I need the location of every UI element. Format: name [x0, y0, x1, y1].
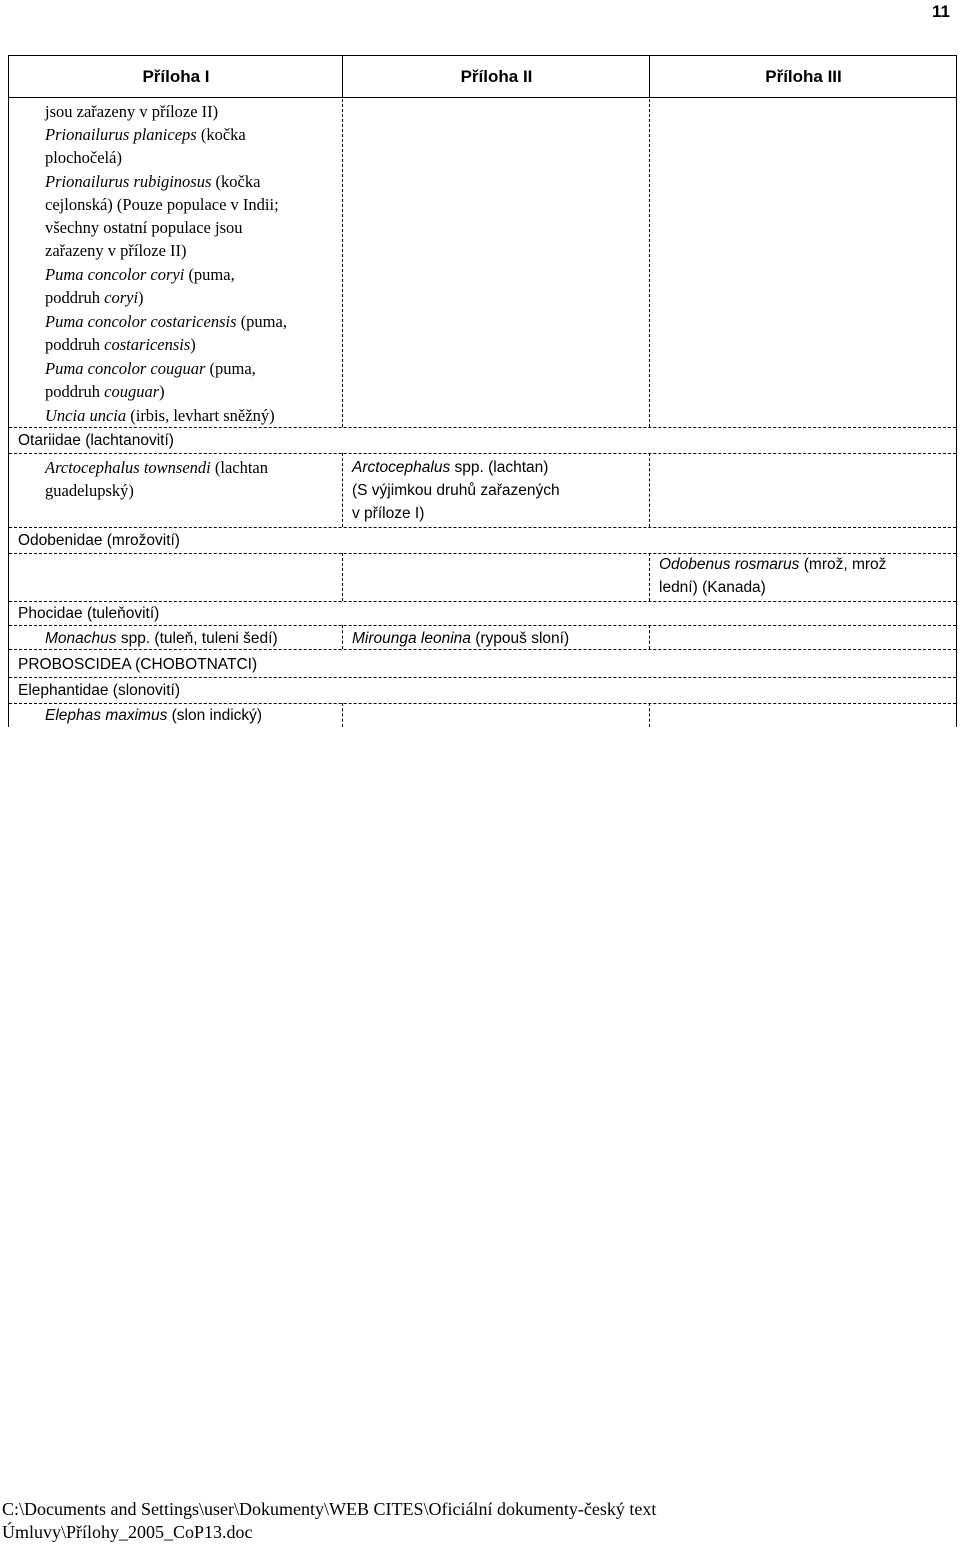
- col-divider-1-seg1: [342, 99, 343, 427]
- table-header: [8, 55, 957, 98]
- species-entry: [45, 456, 268, 480]
- species-entry: [352, 456, 548, 480]
- footer-line-1: C:\Documents and Settings\user\Dokumenty\WEB CITES\Oficiální dokumenty-český text: [2, 1499, 657, 1519]
- species-note: (puma,: [205, 359, 256, 378]
- table-right-border: [956, 55, 957, 727]
- species-note: (mrož, mrož: [799, 556, 887, 573]
- document-path-footer: [2, 1498, 656, 1544]
- species-entry: [45, 123, 246, 147]
- entry-text: ): [159, 382, 165, 401]
- table-left-border: [8, 55, 9, 727]
- col-divider-2-seg2: [649, 453, 650, 527]
- family-heading: Elephantidae (slonovití): [18, 682, 180, 699]
- species-name: Prionailurus rubiginosus: [45, 172, 212, 191]
- species-note: (slon indický): [167, 707, 263, 724]
- species-name: Puma concolor coryi: [45, 265, 185, 284]
- species-note: (lachtan: [210, 458, 269, 477]
- species-entry: [45, 627, 278, 651]
- entry-text: poddruh: [45, 382, 105, 401]
- order-heading: PROBOSCIDEA (CHOBOTNATCI): [18, 656, 258, 673]
- species-entry: [45, 357, 256, 381]
- entry-line: (S výjimkou druhů zařazených: [352, 482, 560, 499]
- species-entry: [659, 553, 886, 577]
- family-heading: Odobenidae (mrožovití): [18, 532, 180, 549]
- species-note: (rypouš sloní): [470, 630, 570, 647]
- entry-line: guadelupský): [45, 481, 134, 500]
- col-divider-2-seg4: [649, 625, 650, 649]
- row-divider-elephantidae-top: [9, 677, 956, 678]
- species-name: Arctocephalus: [352, 459, 451, 476]
- page-number: 11: [932, 2, 950, 21]
- species-name: Elephas maximus: [45, 707, 168, 724]
- entry-line: zařazeny v příloze II): [45, 241, 187, 260]
- species-name: Arctocephalus townsendi: [45, 458, 211, 477]
- entry-line: [45, 380, 165, 404]
- species-entry: [45, 404, 275, 428]
- col-divider-1-seg5: [342, 703, 343, 727]
- entry-line: [45, 286, 144, 310]
- species-name: Puma concolor couguar: [45, 359, 206, 378]
- header-appendix-2: Příloha II: [460, 67, 533, 86]
- entry-line: všechny ostatní populace jsou: [45, 218, 243, 237]
- col-divider-1-seg3: [342, 553, 343, 601]
- row-divider-odobenidae-top: [9, 527, 956, 528]
- header-appendix-1: Příloha I: [142, 67, 210, 86]
- subspecies-name: coryi: [104, 288, 139, 307]
- col-divider-2-seg5: [649, 703, 650, 727]
- footer-line-2: Úmluvy\Přílohy_2005_CoP13.doc: [2, 1522, 253, 1542]
- species-note: (kočka: [196, 125, 246, 144]
- entry-text: poddruh: [45, 288, 105, 307]
- species-entry: [45, 263, 235, 287]
- species-name: Puma concolor costaricensis: [45, 312, 237, 331]
- species-note: spp. (tuleň, tuleni šedí): [116, 630, 278, 647]
- species-note: (kočka: [211, 172, 261, 191]
- entry-line: [45, 333, 196, 357]
- col-divider-2-seg1: [649, 99, 650, 427]
- entry-text: ): [138, 288, 144, 307]
- family-heading: Phocidae (tuleňovití): [18, 605, 160, 622]
- col-divider-1-seg2: [342, 453, 343, 527]
- entry-line: jsou zařazeny v příloze II): [45, 102, 219, 121]
- entry-line: lední) (Kanada): [659, 579, 766, 596]
- entry-line: cejlonská) (Pouze populace v Indii;: [45, 195, 279, 214]
- col-divider-2-seg3: [649, 553, 650, 601]
- species-entry: [45, 704, 262, 728]
- entry-text: ): [190, 335, 196, 354]
- header-divider-1: [342, 55, 343, 98]
- species-note: (puma,: [184, 265, 235, 284]
- col-divider-1-seg4: [342, 625, 343, 649]
- entry-text: poddruh: [45, 335, 105, 354]
- subspecies-name: couguar: [104, 382, 160, 401]
- species-name: Mirounga leonina: [352, 630, 471, 647]
- species-name: Odobenus rosmarus: [659, 556, 800, 573]
- header-appendix-3: Příloha III: [765, 67, 842, 86]
- species-name: Monachus: [45, 630, 117, 647]
- species-entry: [45, 170, 260, 194]
- entry-line: plochočelá): [45, 148, 122, 167]
- cites-appendix-table: [8, 55, 957, 727]
- header-divider-2: [649, 55, 650, 98]
- subspecies-name: costaricensis: [104, 335, 191, 354]
- species-note: (puma,: [236, 312, 287, 331]
- species-name: Prionailurus planiceps: [45, 125, 197, 144]
- entry-line: v příloze I): [352, 505, 425, 522]
- species-note: (irbis, levhart sněžný): [126, 406, 275, 425]
- row-divider-otariidae-bottom: [9, 453, 956, 454]
- family-heading: Otariidae (lachtanovití): [18, 432, 174, 449]
- species-note: spp. (lachtan): [450, 459, 549, 476]
- species-entry: [45, 310, 287, 334]
- species-name: Uncia uncia: [45, 406, 127, 425]
- species-entry: [352, 627, 569, 651]
